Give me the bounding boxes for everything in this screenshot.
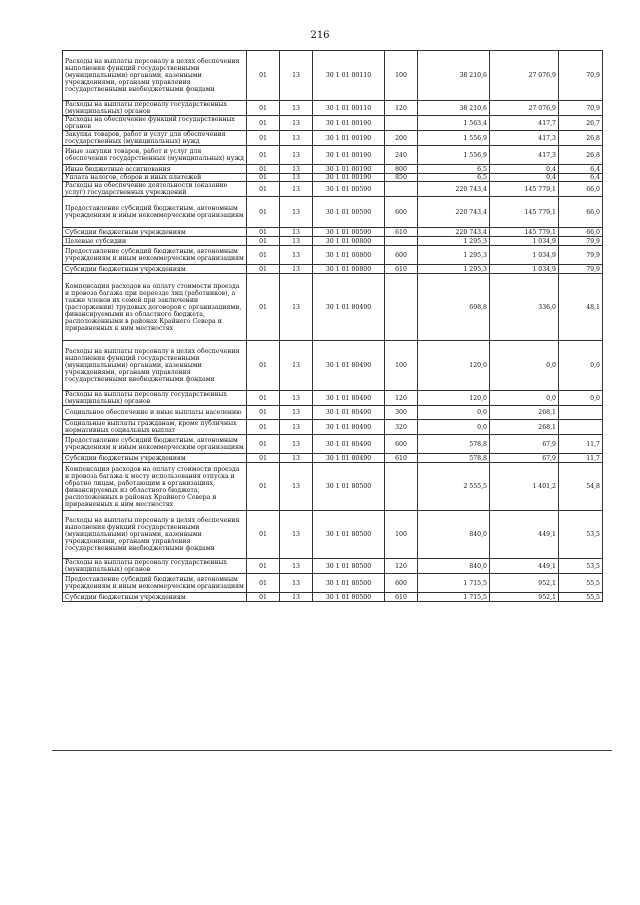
actual-amount: 145 779,1 (490, 197, 559, 228)
row-name: Расходы на выплаты персоналу государственных (муниципальных) органов (63, 101, 247, 116)
row-name: Иные закупки товаров, работ и услуг для обеспечения государственных (муниципальных) нужд (63, 146, 247, 165)
expense-type-code: 600 (385, 197, 418, 228)
expense-type-code: 320 (385, 420, 418, 435)
plan-amount: 840,0 (418, 511, 490, 559)
execution-percent: 0,0 (559, 391, 603, 406)
budget-table (62, 50, 603, 602)
target-article-code: 30 1 01 80490 (313, 420, 385, 435)
plan-amount: 6,5 (418, 174, 490, 182)
expense-type-code: 600 (385, 574, 418, 593)
target-article-code: 30 1 01 00800 (313, 237, 385, 246)
section-code: 01 (247, 463, 280, 511)
table-row (63, 406, 603, 420)
actual-amount: 1 034,9 (490, 265, 559, 274)
section-code: 01 (247, 174, 280, 182)
actual-amount: 336,0 (490, 274, 559, 341)
row-name: Субсидии бюджетным учреждениям (63, 265, 247, 274)
row-name: Субсидии бюджетным учреждениям (63, 228, 247, 237)
section-code: 01 (247, 165, 280, 174)
expense-type-code: 200 (385, 131, 418, 146)
expense-type-code: 300 (385, 406, 418, 420)
table-row (63, 116, 603, 131)
execution-percent: 70,9 (559, 101, 603, 116)
target-article-code: 30 1 01 80490 (313, 274, 385, 341)
actual-amount: 417,3 (490, 131, 559, 146)
table-row (63, 274, 603, 341)
section-code: 01 (247, 51, 280, 101)
expense-type-code: 850 (385, 174, 418, 182)
plan-amount: 840,0 (418, 559, 490, 574)
actual-amount: 449,1 (490, 559, 559, 574)
subsection-code: 13 (280, 593, 313, 602)
plan-amount: 1 563,4 (418, 116, 490, 131)
subsection-code: 13 (280, 463, 313, 511)
subsection-code: 13 (280, 101, 313, 116)
row-name: Расходы на выплаты персоналу в целях обеспечения выполнения функций государственными (муниципальными) органами, казенными учреждениями, органами управления государственными внебюджетными фондами (63, 341, 247, 391)
row-name: Расходы на выплаты персоналу в целях обеспечения выполнения функций государственными (муниципальными) органами, казенными учреждениями, органами управления государственными внебюджетными фондами (63, 511, 247, 559)
target-article-code: 30 1 01 80490 (313, 391, 385, 406)
plan-amount: 578,8 (418, 454, 490, 463)
target-article-code: 30 1 01 00110 (313, 51, 385, 101)
subsection-code: 13 (280, 391, 313, 406)
section-code: 01 (247, 406, 280, 420)
row-name: Компенсация расходов на оплату стоимости проезда и провоза багажа при переезде лиц (работников), а также членов их семей при заключении (расторжении) трудовых договоров с организациями, финансируемыми из областного бюджета, расположенными в районах Крайнего Севера и приравненных к ним местностях (63, 274, 247, 341)
section-code: 01 (247, 131, 280, 146)
plan-amount: 1 715,5 (418, 574, 490, 593)
target-article-code: 30 1 01 00190 (313, 165, 385, 174)
expense-type-code (385, 274, 418, 341)
table-row (63, 237, 603, 246)
section-code: 01 (247, 593, 280, 602)
page-number: 216 (310, 30, 330, 41)
table-row (63, 420, 603, 435)
plan-amount: 1 295,3 (418, 265, 490, 274)
actual-amount: 1 034,9 (490, 246, 559, 265)
row-name: Расходы на обеспечение функций государственных органов (63, 116, 247, 131)
section-code: 01 (247, 435, 280, 454)
section-code: 01 (247, 101, 280, 116)
execution-percent: 26,7 (559, 116, 603, 131)
table-row (63, 101, 603, 116)
actual-amount: 268,1 (490, 406, 559, 420)
row-name: Предоставление субсидий бюджетным, автономным учреждениям и иным некоммерческим организациям (63, 197, 247, 228)
expense-type-code (385, 237, 418, 246)
actual-amount: 0,0 (490, 391, 559, 406)
plan-amount: 220 743,4 (418, 182, 490, 197)
section-code: 01 (247, 559, 280, 574)
section-code: 01 (247, 420, 280, 435)
expense-type-code: 800 (385, 165, 418, 174)
subsection-code: 13 (280, 274, 313, 341)
subsection-code: 13 (280, 511, 313, 559)
execution-percent: 66,0 (559, 182, 603, 197)
expense-type-code: 600 (385, 435, 418, 454)
row-name: Социальные выплаты гражданам, кроме публичных нормативных социальных выплат (63, 420, 247, 435)
execution-percent: 26,8 (559, 131, 603, 146)
target-article-code: 30 1 01 00590 (313, 182, 385, 197)
execution-percent: 11,7 (559, 435, 603, 454)
plan-amount: 1 715,5 (418, 593, 490, 602)
target-article-code: 30 1 01 80500 (313, 511, 385, 559)
table-row (63, 435, 603, 454)
row-name: Субсидии бюджетным учреждениям (63, 593, 247, 602)
actual-amount: 0,4 (490, 174, 559, 182)
expense-type-code: 100 (385, 341, 418, 391)
execution-percent: 11,7 (559, 454, 603, 463)
actual-amount: 449,1 (490, 511, 559, 559)
subsection-code: 13 (280, 265, 313, 274)
table-row (63, 51, 603, 101)
expense-type-code: 240 (385, 146, 418, 165)
subsection-code: 13 (280, 559, 313, 574)
subsection-code: 13 (280, 51, 313, 101)
actual-amount: 952,1 (490, 593, 559, 602)
row-name: Иные бюджетные ассигнования (63, 165, 247, 174)
execution-percent: 26,8 (559, 146, 603, 165)
row-name: Предоставление субсидий бюджетным, автономным учреждениям и иным некоммерческим организациям (63, 574, 247, 593)
target-article-code: 30 1 01 00590 (313, 197, 385, 228)
target-article-code: 30 1 01 00190 (313, 116, 385, 131)
subsection-code: 13 (280, 406, 313, 420)
plan-amount: 220 743,4 (418, 228, 490, 237)
target-article-code: 30 1 01 00800 (313, 246, 385, 265)
subsection-code: 13 (280, 165, 313, 174)
row-name: Компенсация расходов на оплату стоимости проезда и провоза багажа к месту использования отпуска и обратно лицам, работающим в организациях, финансируемых из областного бюджета, расположенных в районах Крайнего Севера и приравненных к ним местностях (63, 463, 247, 511)
row-name: Расходы на выплаты персоналу в целях обеспечения выполнения функций государственными (муниципальными) органами, казенными учреждениями, органами управления государственными внебюджетными фондами (63, 51, 247, 101)
table-row (63, 511, 603, 559)
section-code: 01 (247, 182, 280, 197)
table-row (63, 574, 603, 593)
actual-amount: 952,1 (490, 574, 559, 593)
budget-table-body (63, 51, 603, 602)
row-name: Целевые субсидии (63, 237, 247, 246)
section-code: 01 (247, 116, 280, 131)
expense-type-code: 610 (385, 265, 418, 274)
subsection-code: 13 (280, 246, 313, 265)
table-row (63, 593, 603, 602)
section-code: 01 (247, 341, 280, 391)
subsection-code: 13 (280, 174, 313, 182)
section-code: 01 (247, 391, 280, 406)
expense-type-code (385, 116, 418, 131)
expense-type-code: 610 (385, 228, 418, 237)
subsection-code: 13 (280, 197, 313, 228)
expense-type-code: 610 (385, 454, 418, 463)
subsection-code: 13 (280, 341, 313, 391)
actual-amount: 0,4 (490, 165, 559, 174)
subsection-code: 13 (280, 237, 313, 246)
row-name: Расходы на выплаты персоналу государственных (муниципальных) органов (63, 559, 247, 574)
target-article-code: 30 1 01 80500 (313, 574, 385, 593)
subsection-code: 13 (280, 146, 313, 165)
plan-amount: 2 555,5 (418, 463, 490, 511)
plan-amount: 120,0 (418, 391, 490, 406)
expense-type-code: 600 (385, 246, 418, 265)
target-article-code: 30 1 01 00590 (313, 228, 385, 237)
expense-type-code: 610 (385, 593, 418, 602)
plan-amount: 6,5 (418, 165, 490, 174)
subsection-code: 13 (280, 182, 313, 197)
expense-type-code (385, 463, 418, 511)
subsection-code: 13 (280, 228, 313, 237)
execution-percent: 79,9 (559, 265, 603, 274)
subsection-code: 13 (280, 116, 313, 131)
table-row (63, 391, 603, 406)
table-row (63, 174, 603, 182)
plan-amount: 1 295,3 (418, 246, 490, 265)
plan-amount: 578,8 (418, 435, 490, 454)
section-code: 01 (247, 574, 280, 593)
execution-percent: 6,4 (559, 174, 603, 182)
table-row (63, 463, 603, 511)
row-name: Уплата налогов, сборов и иных платежей (63, 174, 247, 182)
target-article-code: 30 1 01 80490 (313, 454, 385, 463)
expense-type-code: 120 (385, 559, 418, 574)
target-article-code: 30 1 01 00190 (313, 131, 385, 146)
expense-type-code: 100 (385, 511, 418, 559)
expense-type-code (385, 182, 418, 197)
subsection-code: 13 (280, 574, 313, 593)
row-name: Субсидии бюджетным учреждениям (63, 454, 247, 463)
plan-amount: 1 556,9 (418, 146, 490, 165)
target-article-code: 30 1 01 00800 (313, 265, 385, 274)
actual-amount: 27 076,9 (490, 101, 559, 116)
row-name: Предоставление субсидий бюджетным, автономным учреждениям и иным некоммерческим организациям (63, 246, 247, 265)
plan-amount: 1 556,9 (418, 131, 490, 146)
actual-amount: 67,9 (490, 454, 559, 463)
actual-amount: 145 779,1 (490, 228, 559, 237)
actual-amount: 67,9 (490, 435, 559, 454)
row-name: Закупка товаров, работ и услуг для обеспечения государственных (муниципальных) нужд (63, 131, 247, 146)
section-code: 01 (247, 237, 280, 246)
expense-type-code: 120 (385, 101, 418, 116)
execution-percent: 55,5 (559, 593, 603, 602)
execution-percent: 79,9 (559, 246, 603, 265)
subsection-code: 13 (280, 420, 313, 435)
actual-amount: 0,0 (490, 341, 559, 391)
target-article-code: 30 1 01 00190 (313, 174, 385, 182)
actual-amount: 417,7 (490, 116, 559, 131)
actual-amount: 145 779,1 (490, 182, 559, 197)
table-row (63, 146, 603, 165)
target-article-code: 30 1 01 80500 (313, 463, 385, 511)
plan-amount: 0,0 (418, 406, 490, 420)
bottom-rule (52, 750, 612, 751)
execution-percent: 70,9 (559, 51, 603, 101)
execution-percent: 66,0 (559, 197, 603, 228)
target-article-code: 30 1 01 80500 (313, 559, 385, 574)
expense-type-code: 120 (385, 391, 418, 406)
subsection-code: 13 (280, 454, 313, 463)
table-row (63, 197, 603, 228)
section-code: 01 (247, 511, 280, 559)
row-name: Предоставление субсидий бюджетным, автономным учреждениям и иным некоммерческим организациям (63, 435, 247, 454)
section-code: 01 (247, 197, 280, 228)
table-row (63, 228, 603, 237)
table-row (63, 182, 603, 197)
plan-amount: 38 210,6 (418, 101, 490, 116)
row-name: Расходы на выплаты персоналу государственных (муниципальных) органов (63, 391, 247, 406)
execution-percent: 66,0 (559, 228, 603, 237)
plan-amount: 1 295,3 (418, 237, 490, 246)
table-row (63, 165, 603, 174)
table-row (63, 246, 603, 265)
table-row (63, 341, 603, 391)
execution-percent: 53,5 (559, 511, 603, 559)
target-article-code: 30 1 01 80490 (313, 341, 385, 391)
plan-amount: 38 210,6 (418, 51, 490, 101)
section-code: 01 (247, 228, 280, 237)
target-article-code: 30 1 01 80490 (313, 406, 385, 420)
execution-percent: 79,9 (559, 237, 603, 246)
execution-percent: 48,1 (559, 274, 603, 341)
actual-amount: 1 401,2 (490, 463, 559, 511)
actual-amount: 417,3 (490, 146, 559, 165)
section-code: 01 (247, 246, 280, 265)
target-article-code: 30 1 01 00190 (313, 146, 385, 165)
table-row (63, 131, 603, 146)
plan-amount: 220 743,4 (418, 197, 490, 228)
plan-amount: 698,8 (418, 274, 490, 341)
row-name: Расходы на обеспечение деятельности (оказание услуг) государственных учреждений (63, 182, 247, 197)
section-code: 01 (247, 265, 280, 274)
section-code: 01 (247, 146, 280, 165)
target-article-code: 30 1 01 80500 (313, 593, 385, 602)
subsection-code: 13 (280, 435, 313, 454)
actual-amount: 27 076,9 (490, 51, 559, 101)
target-article-code: 30 1 01 80490 (313, 435, 385, 454)
actual-amount: 1 034,9 (490, 237, 559, 246)
plan-amount: 120,0 (418, 341, 490, 391)
subsection-code: 13 (280, 131, 313, 146)
table-row (63, 559, 603, 574)
execution-percent: 0,0 (559, 341, 603, 391)
actual-amount: 268,1 (490, 420, 559, 435)
row-name: Социальное обеспечение и иные выплаты населению (63, 406, 247, 420)
table-row (63, 454, 603, 463)
execution-percent: 55,5 (559, 574, 603, 593)
expense-type-code: 100 (385, 51, 418, 101)
target-article-code: 30 1 01 00110 (313, 101, 385, 116)
section-code: 01 (247, 274, 280, 341)
execution-percent (559, 406, 603, 420)
table-row (63, 265, 603, 274)
section-code: 01 (247, 454, 280, 463)
plan-amount: 0,0 (418, 420, 490, 435)
execution-percent (559, 420, 603, 435)
execution-percent: 6,4 (559, 165, 603, 174)
execution-percent: 53,5 (559, 559, 603, 574)
execution-percent: 54,8 (559, 463, 603, 511)
